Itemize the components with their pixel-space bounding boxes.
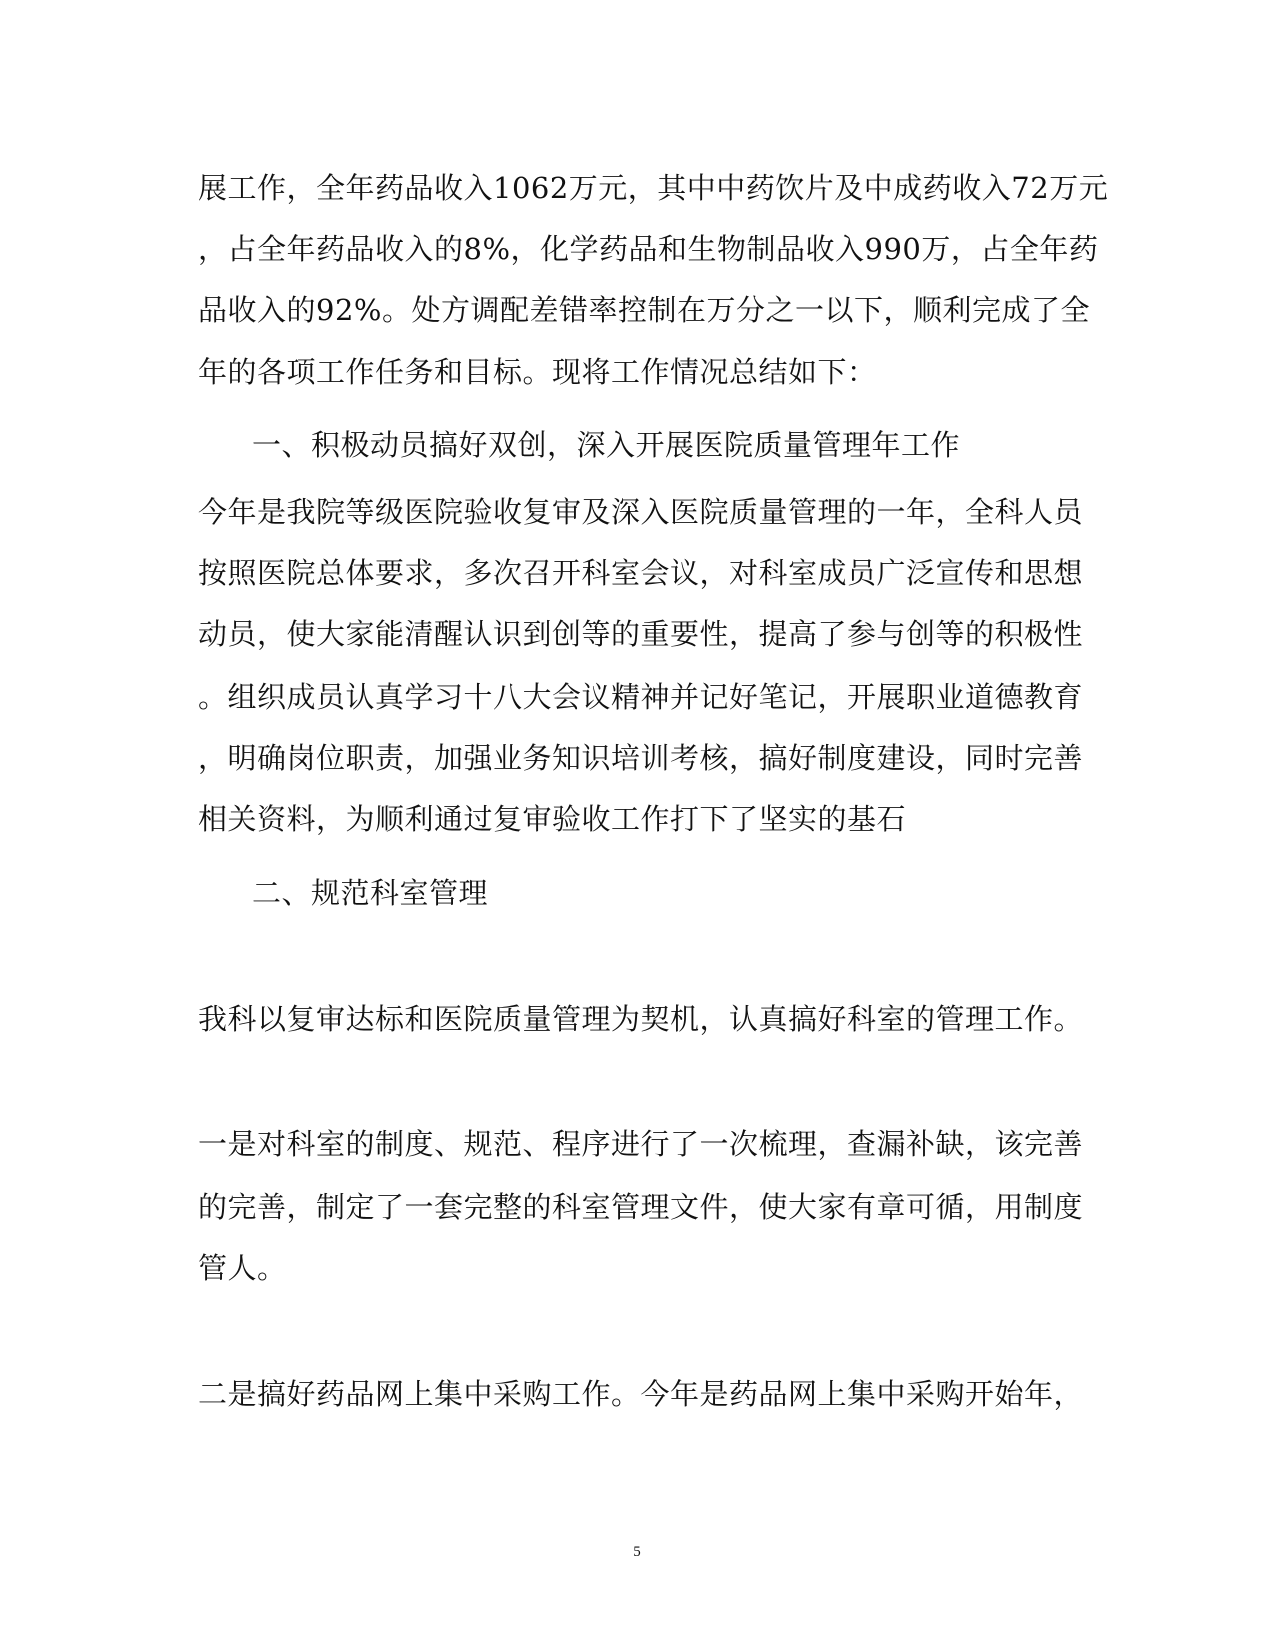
body-text-line: 的完善，制定了一套完整的科室管理文件，使大家有章可循，用制度 [198,1190,1084,1224]
body-text-line: 管人。 [198,1251,287,1285]
body-text-line: ，明确岗位职责，加强业务知识培训考核，搞好制度建设，同时完善 [198,741,1084,775]
section-heading: 二、规范科室管理 [252,876,489,910]
body-text-line: 我科以复审达标和医院质量管理为契机，认真搞好科室的管理工作。 [198,1002,1084,1036]
section-heading: 一、积极动员搞好双创，深入开展医院质量管理年工作 [252,428,961,462]
body-text-line: 二是搞好药品网上集中采购工作。今年是药品网上集中采购开始年， [198,1377,1084,1411]
body-text-line: 展工作，全年药品收入1062万元，其中中药饮片及中成药收入72万元 [198,171,1109,205]
body-text-line: 品收入的92%。处方调配差错率控制在万分之一以下，顺利完成了全 [198,293,1090,327]
body-text-line: 一是对科室的制度、规范、程序进行了一次梳理，查漏补缺，该完善 [198,1127,1084,1161]
body-text-line: 动员，使大家能清醒认识到创等的重要性，提高了参与创等的积极性 [198,617,1084,651]
body-text-line: 按照医院总体要求，多次召开科室会议，对科室成员广泛宣传和思想 [198,556,1084,590]
page-number: 5 [633,1544,641,1560]
body-text-line: ，占全年药品收入的8%，化学药品和生物制品收入990万，占全年药 [198,232,1099,266]
body-text-line: 。组织成员认真学习十八大会议精神并记好笔记，开展职业道德教育 [198,680,1084,714]
body-text-line: 相关资料，为顺利通过复审验收工作打下了坚实的基石 [198,802,907,836]
body-text-line: 今年是我院等级医院验收复审及深入医院质量管理的一年，全科人员 [198,495,1084,529]
body-text-line: 年的各项工作任务和目标。现将工作情况总结如下： [198,355,877,389]
